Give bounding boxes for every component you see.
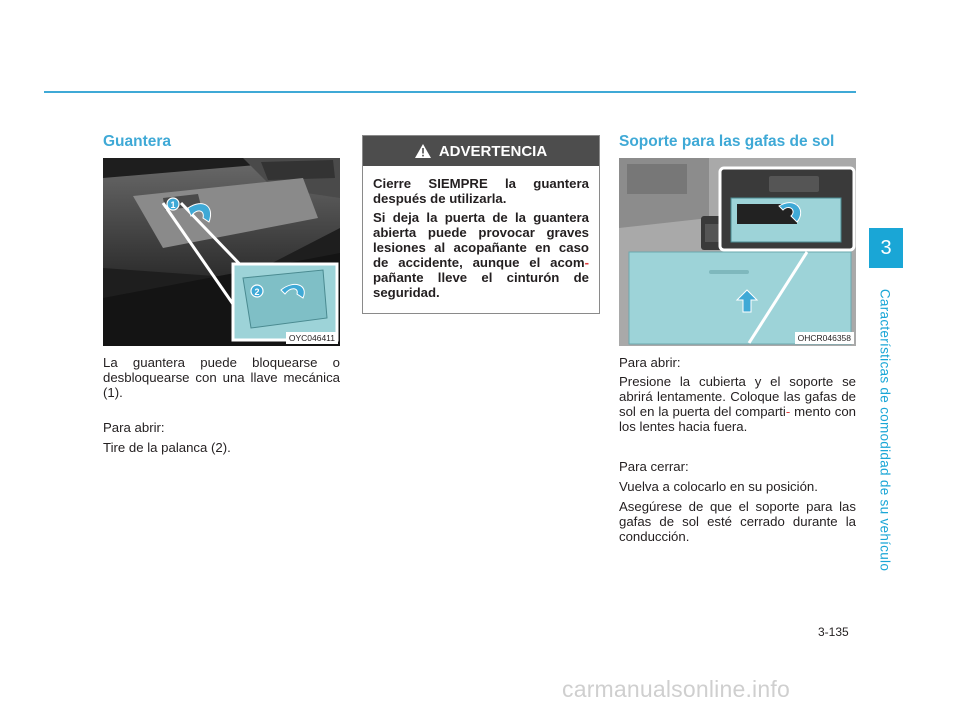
- holder-open-text: [619, 374, 856, 434]
- watermark: carmanualsonline.info: [562, 676, 790, 702]
- glovebox-figure: [103, 158, 340, 346]
- heading-sunglass-holder: Soporte para las gafas de sol: [619, 133, 835, 150]
- figure-code-right: OHCR046358: [795, 332, 854, 344]
- warning-title: ADVERTENCIA: [438, 142, 548, 160]
- warning-line-1: Cierre SIEMPRE la guantera después de utilizarla.: [373, 176, 589, 206]
- warning-line-2-a: Si deja la puerta de la guantera abierta puede provocar graves lesiones al acopañante en caso de accidente, aunque el acom: [373, 210, 589, 270]
- warning-line-2-b: pañante lleve el cinturón de seguridad.: [373, 270, 589, 300]
- warning-hyphen: -: [584, 255, 589, 270]
- top-rule: [44, 91, 856, 93]
- page-number: 3-135: [818, 625, 849, 639]
- holder-open-label: Para abrir:: [619, 355, 681, 370]
- holder-close-text-2: Asegúrese de que el soporte para las gafas de sol esté cerrado durante la conducción.: [619, 499, 856, 544]
- holder-close-text-1: Vuelva a colocarlo en su posición.: [619, 479, 818, 494]
- glovebox-illustration: [103, 158, 340, 346]
- sunglass-holder-figure: [619, 158, 856, 346]
- figure-code-left: OYC046411: [286, 332, 338, 344]
- holder-hyphen: -: [785, 404, 791, 419]
- warning-line-2: [373, 210, 589, 300]
- chapter-title: Características de comodidad de su vehículo: [877, 288, 893, 572]
- chapter-tab: 3: [869, 228, 903, 268]
- heading-glovebox: Guantera: [103, 133, 172, 150]
- holder-open-text-b: mento con los lentes hacia fuera.: [619, 404, 856, 434]
- warning-box: [362, 135, 600, 314]
- holder-open-text-a: Presione la cubierta y el soporte se abrirá lentamente. Coloque las gafas de sol en la puerta del comparti: [619, 374, 856, 419]
- chapter-title-vertical: [875, 284, 895, 576]
- callout-1: 1: [170, 200, 176, 210]
- glovebox-open-label: Para abrir:: [103, 420, 165, 435]
- sunglass-holder-illustration: [619, 158, 856, 346]
- holder-close-label: Para cerrar:: [619, 459, 689, 474]
- glovebox-lock-text: La guantera puede bloquearse o desbloquearse con una llave mecánica (1).: [103, 355, 340, 400]
- warning-header: [363, 136, 599, 166]
- warning-triangle-icon: [415, 144, 431, 158]
- glovebox-open-text: Tire de la palanca (2).: [103, 440, 231, 455]
- callout-2: 2: [254, 287, 260, 297]
